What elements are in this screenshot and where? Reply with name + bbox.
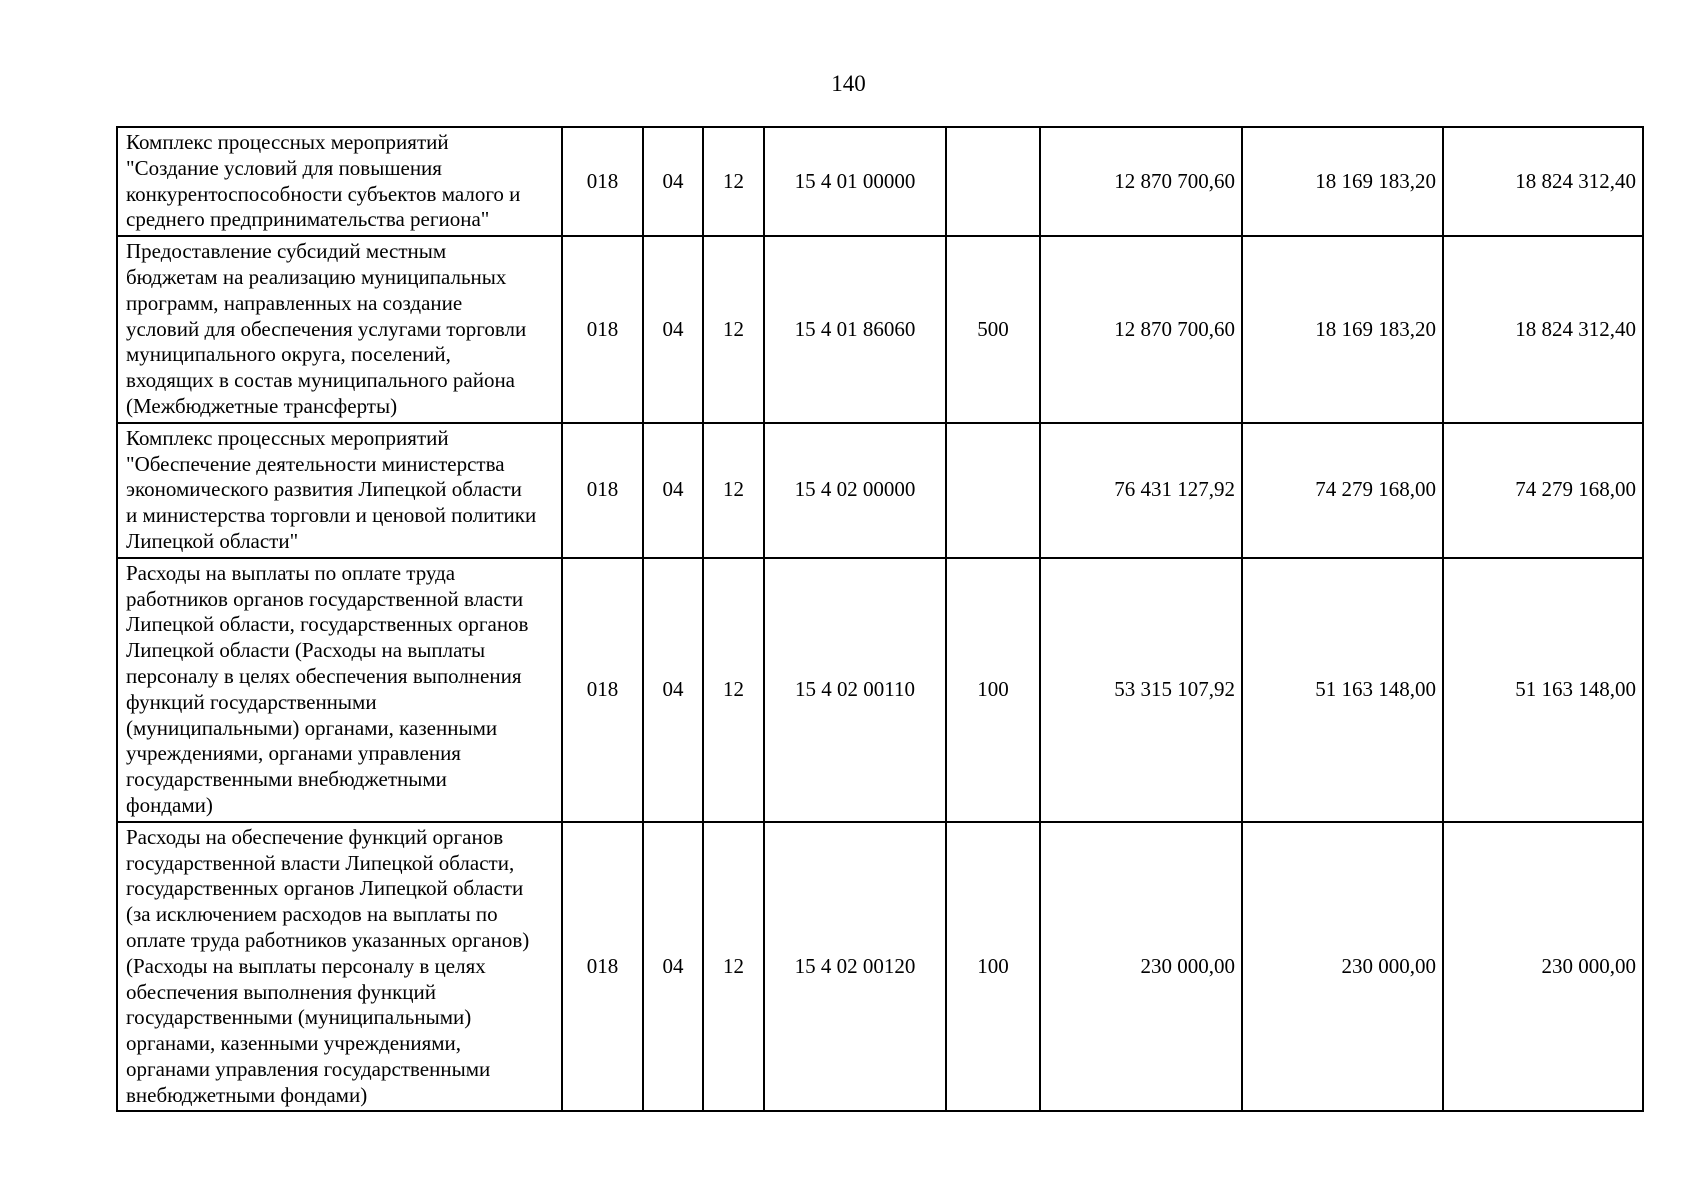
- row-description: Комплекс процессных мероприятий "Обеспечение деятельности министерства экономического развития Липецкой области и министерства торговли и ценовой политики Липецкой области": [117, 423, 562, 558]
- subsection-code: 12: [703, 822, 764, 1112]
- row-description: Предоставление субсидий местным бюджетам на реализацию муниципальных программ, направленных на создание условий для обеспечения услугами торговли муниципального округа, поселений, входящих в состав муниципального района (Межбюджетные трансферты): [117, 236, 562, 423]
- amount-year-2: 230 000,00: [1242, 822, 1443, 1112]
- amount-year-1: 12 870 700,60: [1040, 236, 1242, 423]
- amount-year-2: 18 169 183,20: [1242, 236, 1443, 423]
- ministry-code: 018: [562, 822, 643, 1112]
- table-row: [117, 127, 1643, 236]
- table-row: [117, 822, 1643, 1112]
- subsection-code: 12: [703, 236, 764, 423]
- amount-year-2: 51 163 148,00: [1242, 558, 1443, 822]
- expense-type-code: 100: [946, 558, 1040, 822]
- target-article-code: 15 4 02 00120: [764, 822, 946, 1112]
- table-row: [117, 236, 1643, 423]
- amount-year-3: 18 824 312,40: [1443, 236, 1643, 423]
- target-article-code: 15 4 02 00000: [764, 423, 946, 558]
- table-row: [117, 558, 1643, 822]
- budget-table: [116, 126, 1644, 1112]
- section-code: 04: [643, 558, 703, 822]
- ministry-code: 018: [562, 423, 643, 558]
- subsection-code: 12: [703, 558, 764, 822]
- amount-year-1: 12 870 700,60: [1040, 127, 1242, 236]
- table-row: [117, 423, 1643, 558]
- amount-year-3: 74 279 168,00: [1443, 423, 1643, 558]
- ministry-code: 018: [562, 558, 643, 822]
- row-description: Расходы на обеспечение функций органов государственной власти Липецкой области, государственных органов Липецкой области (за исключением расходов на выплаты по оплате труда работников указанных органов) (Расходы на выплаты персоналу в целях обеспечения выполнения функций государственными (муниципальными) органами, казенными учреждениями, органами управления государственными внебюджетными фондами): [117, 822, 562, 1112]
- subsection-code: 12: [703, 423, 764, 558]
- amount-year-3: 18 824 312,40: [1443, 127, 1643, 236]
- expense-type-code: [946, 423, 1040, 558]
- target-article-code: 15 4 02 00110: [764, 558, 946, 822]
- subsection-code: 12: [703, 127, 764, 236]
- expense-type-code: 100: [946, 822, 1040, 1112]
- ministry-code: 018: [562, 236, 643, 423]
- amount-year-1: 230 000,00: [1040, 822, 1242, 1112]
- expense-type-code: [946, 127, 1040, 236]
- expense-type-code: 500: [946, 236, 1040, 423]
- section-code: 04: [643, 822, 703, 1112]
- page-number: 140: [831, 71, 866, 96]
- section-code: 04: [643, 423, 703, 558]
- amount-year-1: 76 431 127,92: [1040, 423, 1242, 558]
- amount-year-3: 51 163 148,00: [1443, 558, 1643, 822]
- amount-year-3: 230 000,00: [1443, 822, 1643, 1112]
- row-description: Расходы на выплаты по оплате труда работников органов государственной власти Липецкой области, государственных органов Липецкой области (Расходы на выплаты персоналу в целях обеспечения выполнения функций государственными (муниципальными) органами, казенными учреждениями, органами управления государственными внебюджетными фондами): [117, 558, 562, 822]
- ministry-code: 018: [562, 127, 643, 236]
- target-article-code: 15 4 01 00000: [764, 127, 946, 236]
- amount-year-1: 53 315 107,92: [1040, 558, 1242, 822]
- section-code: 04: [643, 127, 703, 236]
- row-description: Комплекс процессных мероприятий "Создание условий для повышения конкурентоспособности субъектов малого и среднего предпринимательства региона": [117, 127, 562, 236]
- section-code: 04: [643, 236, 703, 423]
- amount-year-2: 74 279 168,00: [1242, 423, 1443, 558]
- target-article-code: 15 4 01 86060: [764, 236, 946, 423]
- amount-year-2: 18 169 183,20: [1242, 127, 1443, 236]
